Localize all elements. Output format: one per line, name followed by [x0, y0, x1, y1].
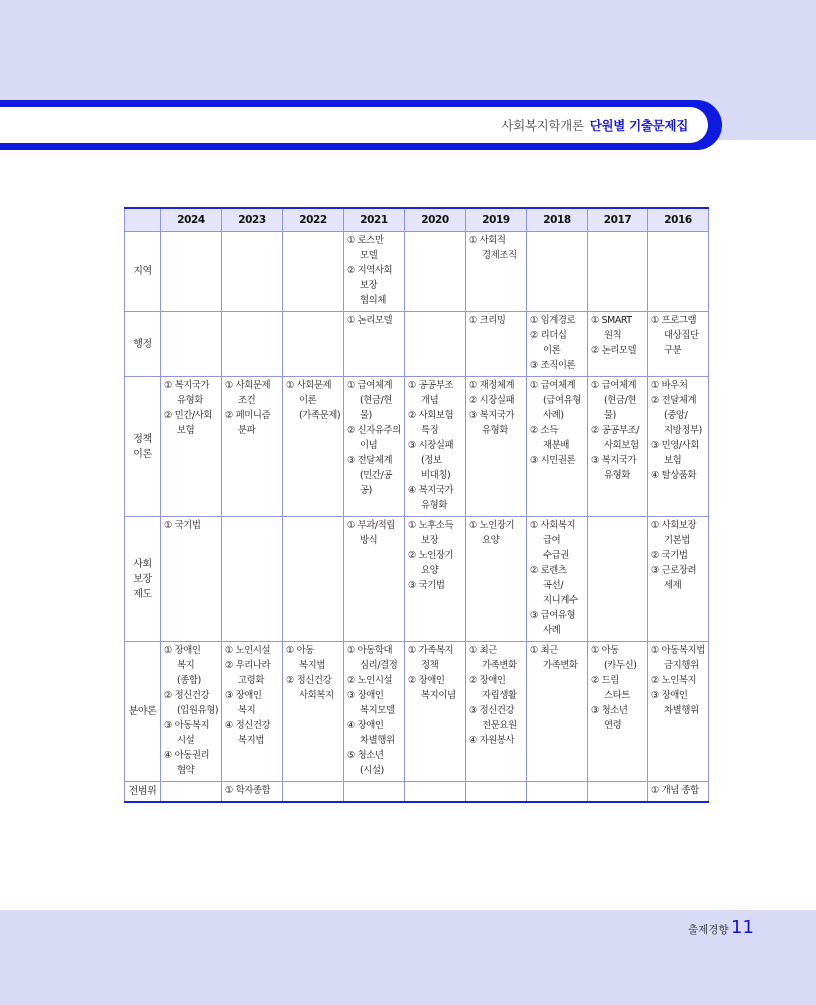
topic-item-continuation: 정책: [421, 660, 439, 671]
topic-item-continuation: 금지행위: [664, 660, 699, 671]
table-cell: [283, 312, 344, 377]
table-cell: [283, 782, 344, 803]
topic-item-continuation: (중앙/: [664, 410, 688, 421]
topic-item: ③ 국기법: [408, 580, 445, 591]
table-cell: [405, 377, 466, 517]
topic-item: ③ 전달체계: [347, 455, 393, 466]
corner-header: [125, 208, 161, 232]
table-cell: [405, 782, 466, 803]
topic-item-continuation: 유형화: [482, 425, 508, 436]
topic-item: ② 신자유주의: [347, 425, 401, 436]
table-cell: [648, 782, 709, 803]
topic-item-continuation: 지방정부): [664, 425, 702, 436]
topic-item: ② 사회보험: [408, 410, 454, 421]
year-header: 2022: [283, 208, 344, 232]
topic-item-continuation: 세제: [664, 580, 682, 591]
topic-item: ① 개념 종합: [651, 785, 699, 796]
year-header: 2021: [344, 208, 405, 232]
topic-item-continuation: 전문요원: [482, 720, 517, 731]
topic-item-continuation: 원칙: [604, 330, 622, 341]
table-cell: [527, 517, 588, 642]
table-row: [125, 782, 709, 803]
table-cell: [161, 312, 222, 377]
topic-item: ② 국기법: [651, 550, 688, 561]
table-cell: [466, 377, 527, 517]
table-cell: [588, 517, 648, 642]
table-cell: [466, 642, 527, 782]
topic-item: ① 프로그램: [651, 315, 697, 326]
page-number: 11: [731, 917, 754, 938]
topic-item-continuation: 수급권: [543, 550, 569, 561]
table-cell: [283, 642, 344, 782]
table-cell: [161, 377, 222, 517]
topic-item: ③ 장애인: [651, 690, 688, 701]
table-cell: [527, 232, 588, 312]
topic-item: ① 장애인: [164, 645, 201, 656]
topic-item: ① 학자종합: [225, 785, 271, 796]
topic-item: ① 논리모델: [347, 315, 393, 326]
topic-item: ① 크리밍: [469, 315, 506, 326]
topic-item-continuation: 복지법: [299, 660, 325, 671]
topic-item: ① 급여체계: [591, 380, 637, 391]
topic-item-continuation: (현금/현물): [360, 395, 392, 421]
topic-item-continuation: 모델: [360, 250, 378, 261]
topic-item: ① 최근: [469, 645, 497, 656]
topic-item-continuation: (카두신): [604, 660, 637, 671]
topic-item-continuation: 가족변화: [543, 660, 578, 671]
table-cell: [527, 642, 588, 782]
topic-item: ④ 정신건강: [225, 720, 271, 731]
table-cell: [466, 517, 527, 642]
topic-item: ① 사회복지: [530, 520, 576, 531]
topic-item-continuation: 복지이념: [421, 690, 456, 701]
table-cell: [344, 782, 405, 803]
table-cell: [161, 642, 222, 782]
topic-item: ② 드림: [591, 675, 619, 686]
topic-item: ① 사회적: [469, 235, 506, 246]
topic-item: ① 사회보장: [651, 520, 697, 531]
topic-item-continuation: 요양: [482, 535, 500, 546]
topic-item-continuation: 복지법: [238, 735, 264, 746]
topic-item: ② 전달체계: [651, 395, 697, 406]
exam-trend-table: [124, 207, 709, 803]
year-header: 2020: [405, 208, 466, 232]
topic-item: ① 가족복지: [408, 645, 454, 656]
row-category: 지역: [125, 232, 161, 312]
topic-item-continuation: 복지모델: [360, 705, 395, 716]
table-cell: [405, 642, 466, 782]
table-cell: [283, 377, 344, 517]
topic-item: ① SMART: [591, 315, 632, 326]
topic-item: ③ 급여유형: [530, 610, 576, 621]
topic-item: ② 민간/사회: [164, 410, 212, 421]
topic-item-continuation: 이론: [299, 395, 317, 406]
topic-item-continuation: 사회보험: [604, 440, 639, 451]
year-header-row: [125, 208, 709, 232]
topic-item: ② 논리모델: [591, 345, 637, 356]
topic-item-continuation: 시설: [177, 735, 195, 746]
topic-item-continuation: 유형화: [421, 500, 447, 511]
topic-item: ④ 탈상품화: [651, 470, 697, 481]
table-cell: [527, 312, 588, 377]
table-cell: [588, 312, 648, 377]
topic-item-continuation: 가족변화: [482, 660, 517, 671]
topic-item-continuation: 분파: [238, 425, 256, 436]
topic-item-continuation: 사례: [543, 625, 561, 636]
running-header: [501, 116, 688, 134]
topic-item: ① 임계경로: [530, 315, 576, 326]
topic-item-continuation: 차별행위: [360, 735, 395, 746]
table-cell: [648, 232, 709, 312]
footer-label: 출제경향: [688, 924, 729, 936]
topic-item-continuation: 보장: [421, 535, 439, 546]
topic-item-continuation: 조건: [238, 395, 256, 406]
topic-item-continuation: 복지: [238, 705, 256, 716]
table-cell: [405, 517, 466, 642]
topic-item-continuation: 특징: [421, 425, 439, 436]
topic-item-continuation: 차별행위: [664, 705, 699, 716]
table-cell: [405, 232, 466, 312]
year-header: 2018: [527, 208, 588, 232]
topic-item: ② 노인복지: [651, 675, 697, 686]
topic-item-continuation: 자립생활: [482, 690, 517, 701]
table-cell: [283, 232, 344, 312]
table-row: [125, 377, 709, 517]
topic-item-continuation: 이론: [543, 345, 561, 356]
topic-item-continuation: (현금/현물): [604, 395, 636, 421]
topic-item: ① 부과/적립: [347, 520, 395, 531]
table-cell: [648, 377, 709, 517]
topic-item: ① 국기법: [164, 520, 201, 531]
table-cell: [588, 377, 648, 517]
series-title: 단원별 기출문제집: [589, 118, 688, 133]
topic-item-continuation: (정보: [421, 455, 442, 466]
topic-item-continuation: (입원유형): [177, 705, 219, 716]
table-cell: [222, 232, 283, 312]
topic-item: ① 노인장기: [469, 520, 515, 531]
topic-item: ③ 아동복지: [164, 720, 210, 731]
topic-item: ② 리더십: [530, 330, 567, 341]
topic-item: ② 우리나라: [225, 660, 271, 671]
topic-item-continuation: (가족문제): [299, 410, 341, 421]
topic-item: ③ 조직이론: [530, 360, 576, 371]
year-header: 2017: [588, 208, 648, 232]
table-cell: [161, 232, 222, 312]
topic-item-continuation: 곡선/: [543, 580, 564, 591]
table-cell: [466, 232, 527, 312]
table-cell: [588, 642, 648, 782]
topic-item: ② 정신건강: [164, 690, 210, 701]
table-cell: [405, 312, 466, 377]
topic-item: ④ 장애인: [347, 720, 384, 731]
topic-item-continuation: 협의체: [360, 295, 386, 306]
topic-item-continuation: 유형화: [177, 395, 203, 406]
topic-item-continuation: 대상집단: [664, 330, 699, 341]
year-header: 2016: [648, 208, 709, 232]
topic-item-continuation: 유형화: [604, 470, 630, 481]
topic-item-continuation: 고령화: [238, 675, 264, 686]
topic-item: ① 복지국가: [164, 380, 210, 391]
topic-item-continuation: 연령: [604, 720, 622, 731]
table-row: [125, 312, 709, 377]
table-cell: [222, 377, 283, 517]
table-cell: [648, 517, 709, 642]
topic-item: ② 페미니즘: [225, 410, 271, 421]
topic-item: ② 시장실패: [469, 395, 515, 406]
table-cell: [222, 517, 283, 642]
table-cell: [344, 312, 405, 377]
topic-item: ③ 근로장려: [651, 565, 697, 576]
topic-item: ① 아동: [286, 645, 314, 656]
topic-item: ① 급여체계: [347, 380, 393, 391]
topic-item-continuation: (급여유형: [543, 395, 581, 406]
topic-item-continuation: 개념: [421, 395, 439, 406]
topic-item: ① 최근: [530, 645, 558, 656]
row-category: 행정: [125, 312, 161, 377]
table-row: [125, 232, 709, 312]
topic-item-continuation: 지니계수: [543, 595, 578, 606]
topic-item: ① 노인시설: [225, 645, 271, 656]
table-cell: [344, 517, 405, 642]
topic-item: ① 노후소득: [408, 520, 454, 531]
table-cell: [222, 782, 283, 803]
topic-item: ⑤ 청소년: [347, 750, 384, 761]
table-cell: [527, 377, 588, 517]
topic-item: ③ 장애인: [225, 690, 262, 701]
year-header: 2023: [222, 208, 283, 232]
table-cell: [161, 782, 222, 803]
table-row: [125, 642, 709, 782]
topic-item: ③ 복지국가: [591, 455, 637, 466]
topic-item: ① 사회문제: [225, 380, 271, 391]
topic-item: ① 급여체계: [530, 380, 576, 391]
topic-item: ① 사회문제: [286, 380, 332, 391]
topic-item: ④ 자원봉사: [469, 735, 515, 746]
table-cell: [466, 782, 527, 803]
topic-item: ④ 아동권리: [164, 750, 210, 761]
topic-item-continuation: 이념: [360, 440, 378, 451]
topic-item-continuation: 기본법: [664, 535, 690, 546]
topic-item: ③ 민영/사회: [651, 440, 699, 451]
topic-item-continuation: 사례): [543, 410, 564, 421]
table-cell: [344, 232, 405, 312]
row-category: 전범위: [125, 782, 161, 803]
year-header: 2024: [161, 208, 222, 232]
table-cell: [648, 312, 709, 377]
table-row: [125, 517, 709, 642]
topic-item-continuation: 비대칭): [421, 470, 451, 481]
topic-item: ② 소득: [530, 425, 558, 436]
topic-item: ① 재정체계: [469, 380, 515, 391]
table-cell: [283, 517, 344, 642]
topic-item: ③ 복지국가: [469, 410, 515, 421]
topic-item-continuation: 보험: [177, 425, 195, 436]
topic-item-continuation: 심리/결정: [360, 660, 398, 671]
topic-item-continuation: 보험: [664, 455, 682, 466]
table-cell: [527, 782, 588, 803]
topic-item: ③ 청소년: [591, 705, 628, 716]
topic-item: ① 바우처: [651, 380, 688, 391]
table-cell: [161, 517, 222, 642]
topic-item: ② 지역사회: [347, 265, 393, 276]
topic-item: ① 공공부조: [408, 380, 454, 391]
topic-item-continuation: 보장: [360, 280, 378, 291]
topic-item: ② 장애인: [408, 675, 445, 686]
row-category: 분야론: [125, 642, 161, 782]
topic-item-continuation: 구분: [664, 345, 682, 356]
topic-item-continuation: 스타트: [604, 690, 630, 701]
topic-item: ② 장애인: [469, 675, 506, 686]
table-cell: [648, 642, 709, 782]
topic-item: ② 노인장기: [408, 550, 454, 561]
topic-item: ② 공공부조/: [591, 425, 639, 436]
topic-item-continuation: 사회복지: [299, 690, 334, 701]
topic-item-continuation: 재분배: [543, 440, 569, 451]
table-cell: [588, 782, 648, 803]
table-cell: [588, 232, 648, 312]
topic-item-continuation: 요양: [421, 565, 439, 576]
topic-item: ③ 시장실패: [408, 440, 454, 451]
topic-item-continuation: 급여: [543, 535, 561, 546]
row-category: 정책 이론: [125, 377, 161, 517]
topic-item-continuation: 복지: [177, 660, 195, 671]
topic-item: ① 아동복지법: [651, 645, 705, 656]
book-title: 사회복지학개론: [501, 118, 584, 133]
table-cell: [344, 642, 405, 782]
topic-item-continuation: 경제조직: [482, 250, 517, 261]
topic-item-continuation: 협약: [177, 765, 195, 776]
topic-item: ② 노인시설: [347, 675, 393, 686]
table-cell: [222, 642, 283, 782]
table-cell: [222, 312, 283, 377]
topic-item: ④ 복지국가: [408, 485, 454, 496]
year-header: 2019: [466, 208, 527, 232]
topic-item-continuation: (시설): [360, 765, 384, 776]
topic-item: ① 아동: [591, 645, 619, 656]
topic-item: ② 로렌츠: [530, 565, 567, 576]
topic-item: ③ 시민권론: [530, 455, 576, 466]
topic-item: ③ 장애인: [347, 690, 384, 701]
topic-item-continuation: 방식: [360, 535, 378, 546]
table-cell: [466, 312, 527, 377]
topic-item-continuation: (민간/공공): [360, 470, 392, 496]
topic-item: ② 정신건강: [286, 675, 332, 686]
topic-item: ③ 정신건강: [469, 705, 515, 716]
row-category: 사회 보장 제도: [125, 517, 161, 642]
table-cell: [344, 377, 405, 517]
topic-item: ① 아동학대: [347, 645, 393, 656]
topic-item-continuation: (종합): [177, 675, 201, 686]
topic-item: ① 로스만: [347, 235, 384, 246]
